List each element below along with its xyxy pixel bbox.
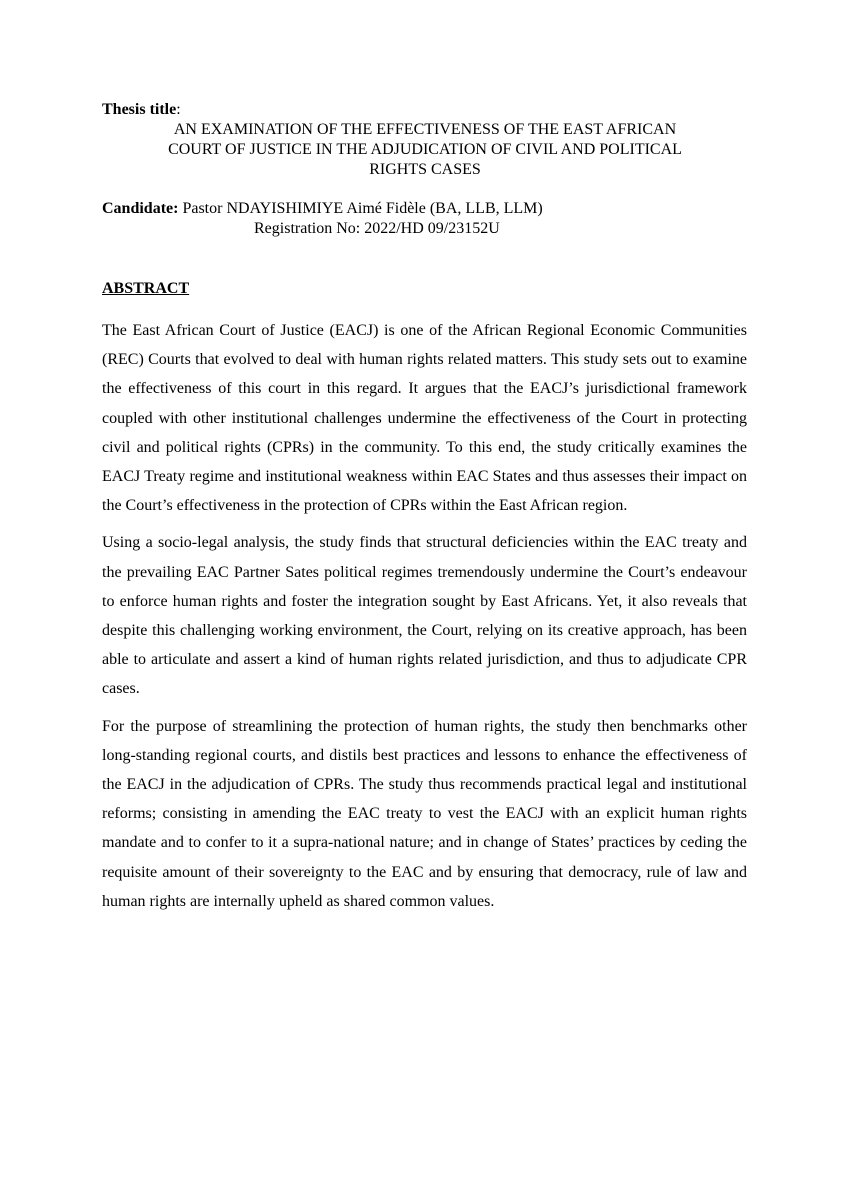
candidate-line: [102, 199, 543, 219]
thesis-title-label-colon: :: [176, 101, 181, 118]
thesis-title: [150, 120, 700, 180]
thesis-title-label-line: [102, 100, 181, 120]
thesis-title-label: Thesis title: [102, 101, 177, 118]
candidate-label: Candidate:: [102, 200, 179, 217]
registration-number: Registration No: 2022/HD 09/23152U: [254, 220, 500, 237]
thesis-title-line: COURT OF JUSTICE IN THE ADJUDICATION OF CIVIL AND POLITICAL: [168, 141, 682, 158]
abstract-heading: ABSTRACT: [102, 280, 190, 297]
abstract-paragraph: For the purpose of streamlining the protection of human rights, the study then benchmarks other long-standing regional courts, and distils best practices and lessons to enhance the effectiveness of the EACJ in the adjudication of CPRs. The study thus recommends practical legal and institutional reforms; consisting in amending the EAC treaty to vest the EACJ with an explicit human rights mandate and to confer to it a supra-national nature; and in change of States’ practices by ceding the requisite amount of their sovereignty to the EAC and by ensuring that democracy, rule of law and human rights are internally upheld as shared common values.: [102, 717, 747, 910]
abstract-body: [102, 316, 747, 924]
thesis-title-line: AN EXAMINATION OF THE EFFECTIVENESS OF THE EAST AFRICAN: [173, 121, 677, 138]
thesis-title-line: RIGHTS CASES: [369, 161, 481, 178]
abstract-paragraph: The East African Court of Justice (EACJ) is one of the African Regional Economic Communities (REC) Courts that evolved to deal with human rights related matters. This study sets out to examine the effectiveness of this court in this regard. It argues that the EACJ’s jurisdictional framework coupled with other institutional challenges undermine the effectiveness of the Court in protecting civil and political rights (CPRs) in the community. To this end, the study critically examines the EACJ Treaty regime and institutional weakness within EAC States and thus assesses their impact on the Court’s effectiveness in the protection of CPRs within the East African region.: [102, 322, 747, 515]
abstract-paragraph: Using a socio-legal analysis, the study finds that structural deficiencies within the EAC treaty and the prevailing EAC Partner Sates political regimes tremendously undermine the Court’s endeavour to enforce human rights and foster the integration sought by East Africans. Yet, it also reveals that despite this challenging working environment, the Court, relying on its creative approach, has been able to articulate and assert a kind of human rights related jurisdiction, and thus to adjudicate CPR cases.: [102, 534, 747, 698]
candidate-name: Pastor NDAYISHIMIYE Aimé Fidèle (BA, LLB, LLM): [178, 200, 543, 217]
